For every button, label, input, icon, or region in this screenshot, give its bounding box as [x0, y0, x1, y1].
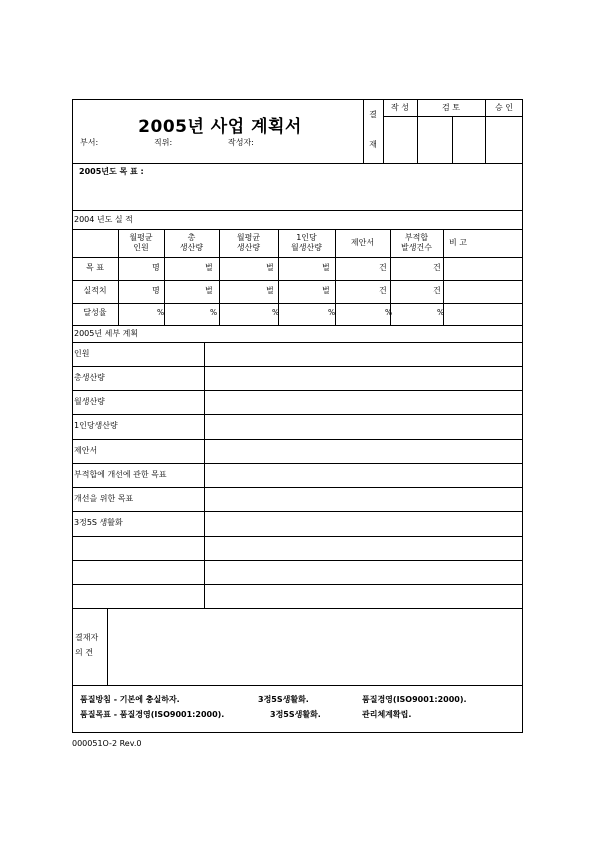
- plan-entry-field[interactable]: [206, 465, 521, 486]
- approval-sign-review-1[interactable]: [418, 117, 452, 162]
- approval-sign-draft[interactable]: [384, 117, 417, 162]
- plan-entry-field[interactable]: [206, 344, 521, 365]
- unit-cell: 건: [433, 263, 441, 272]
- results-title: 2004 년도 실 적: [74, 215, 133, 224]
- approver-opinion-label-2: 의 견: [75, 648, 93, 657]
- document-title: 2005년 사업 계획서: [138, 117, 302, 137]
- plan-entry-field[interactable]: [206, 392, 521, 413]
- plan-entry-field[interactable]: [206, 489, 521, 510]
- unit-cell: %: [272, 308, 280, 317]
- col-header-per-person-output: 1인당 월생산량: [291, 233, 322, 252]
- col-header-nonconformance: 부적합 발생건수: [401, 233, 432, 252]
- quality-policy-5s: 3정5S생활화.: [258, 695, 309, 704]
- approval-col-draft: 작 성: [391, 103, 409, 112]
- unit-cell: 벌: [205, 263, 213, 272]
- plan-row-label: 월생산량: [74, 397, 105, 406]
- department-label: 부서:: [80, 138, 99, 147]
- approval-sign-review-2[interactable]: [453, 117, 485, 162]
- goal-field[interactable]: [170, 165, 520, 209]
- plan-entry-field[interactable]: [206, 513, 521, 535]
- unit-cell: 건: [379, 286, 387, 295]
- approval-col-approve: 승 인: [495, 103, 513, 112]
- col-header-monthly-output: 월평균 생산량: [236, 233, 261, 252]
- plan-row-label: 3정5S 생활화: [74, 518, 123, 527]
- unit-cell: 벌: [266, 286, 274, 295]
- goal-label: 2005년도 목 표 :: [79, 167, 144, 176]
- plan-row-label: 부적합에 개선에 관한 목표: [74, 470, 167, 479]
- quality-objective: 품질목표 - 품질경영(ISO9001:2000).: [80, 710, 225, 719]
- approval-col-review: 검 토: [442, 103, 460, 112]
- quality-policy-iso: 품질경영(ISO9001:2000).: [362, 695, 467, 704]
- author-label: 작성자:: [228, 138, 254, 147]
- unit-cell: 벌: [322, 286, 330, 295]
- approval-sign-approve[interactable]: [486, 117, 522, 162]
- unit-cell: 벌: [205, 286, 213, 295]
- position-label: 직위:: [154, 138, 173, 147]
- plan-entry-field[interactable]: [206, 441, 521, 462]
- plan-row-label: 개선을 위한 목표: [74, 494, 134, 503]
- plan-row-label: 제안서: [74, 446, 98, 455]
- unit-cell: %: [437, 308, 445, 317]
- row-label-achievement: 달성율: [83, 308, 107, 317]
- unit-cell: %: [328, 308, 336, 317]
- row-label-actual: 실적치: [83, 286, 107, 295]
- quality-objective-mgmt: 관리체계확립.: [362, 710, 412, 719]
- unit-cell: 벌: [266, 263, 274, 272]
- unit-cell: 건: [433, 286, 441, 295]
- unit-cell: 건: [379, 263, 387, 272]
- unit-cell: 명: [152, 286, 160, 295]
- plan-row-label: 총생산량: [74, 373, 105, 382]
- approval-side-label-2: 재: [369, 140, 377, 149]
- col-header-proposals: 제안서: [350, 238, 375, 247]
- quality-policy: 품질방침 - 기본에 충실하자.: [80, 695, 180, 704]
- unit-cell: 벌: [322, 263, 330, 272]
- col-header-remarks: 비 고: [449, 238, 467, 247]
- row-label-target: 목 표: [86, 263, 104, 272]
- unit-cell: %: [157, 308, 165, 317]
- col-header-total-output: 총 생산량: [179, 233, 204, 252]
- approval-side-label-1: 결: [369, 110, 377, 119]
- plan-entry-field[interactable]: [206, 368, 521, 389]
- plan-row-label: 인원: [74, 349, 90, 358]
- plan-title: 2005년 세부 계획: [74, 329, 139, 338]
- quality-objective-5s: 3정5S생활화.: [270, 710, 321, 719]
- form-code: 000051O-2 Rev.0: [72, 739, 142, 748]
- approver-opinion-field[interactable]: [109, 610, 521, 683]
- unit-cell: 명: [152, 263, 160, 272]
- unit-cell: %: [385, 308, 393, 317]
- approver-opinion-label-1: 결재자: [75, 633, 99, 642]
- unit-cell: %: [210, 308, 218, 317]
- plan-row-label: 1인당생산량: [74, 421, 118, 430]
- col-header-avg-staff: 월평균 인원: [129, 233, 153, 252]
- plan-entry-field[interactable]: [206, 416, 521, 438]
